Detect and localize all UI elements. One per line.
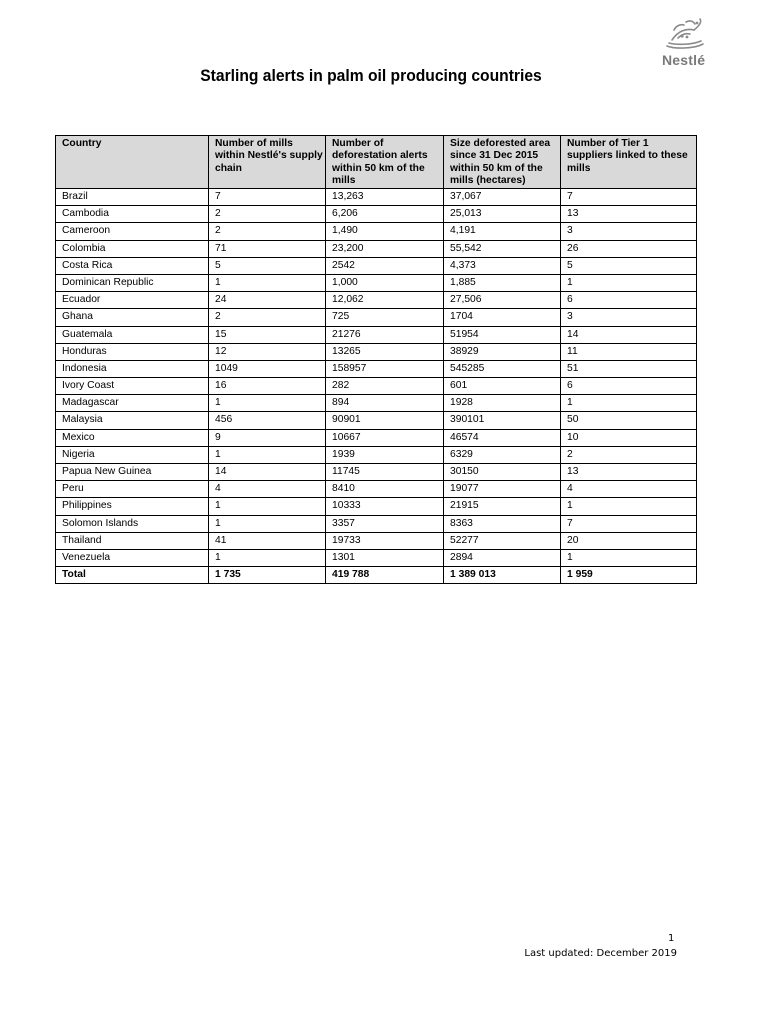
cell-suppliers: 3 (561, 223, 697, 240)
cell-country: Ivory Coast (56, 378, 209, 395)
cell-mills: 16 (209, 378, 326, 395)
cell-suppliers: 13 (561, 464, 697, 481)
table-total-row (56, 567, 697, 584)
cell-area: 51954 (444, 326, 561, 343)
cell-suppliers: 4 (561, 481, 697, 498)
cell-alerts: 12,062 (326, 292, 444, 309)
cell-country: Papua New Guinea (56, 464, 209, 481)
table-row (56, 481, 697, 498)
cell-mills: 71 (209, 240, 326, 257)
table-row (56, 189, 697, 206)
cell-area: 38929 (444, 343, 561, 360)
cell-mills: 1049 (209, 360, 326, 377)
cell-suppliers: 1 (561, 395, 697, 412)
cell-country: Solomon Islands (56, 515, 209, 532)
cell-area: 30150 (444, 464, 561, 481)
cell-country: Mexico (56, 429, 209, 446)
cell-area: 27,506 (444, 292, 561, 309)
cell-country: Brazil (56, 189, 209, 206)
cell-alerts: 3357 (326, 515, 444, 532)
cell-country: Colombia (56, 240, 209, 257)
cell-alerts: 23,200 (326, 240, 444, 257)
cell-area: 2894 (444, 549, 561, 566)
nest-birds-icon (664, 16, 706, 52)
logo-wordmark: Nestlé (662, 52, 706, 68)
cell-country: Nigeria (56, 446, 209, 463)
table-row (56, 360, 697, 377)
cell-suppliers: 10 (561, 429, 697, 446)
cell-suppliers: 51 (561, 360, 697, 377)
cell-suppliers: 14 (561, 326, 697, 343)
table-row (56, 446, 697, 463)
cell-country: Indonesia (56, 360, 209, 377)
data-table (55, 135, 697, 584)
cell-country: Dominican Republic (56, 274, 209, 291)
table-header-row (56, 136, 697, 189)
cell-area: 601 (444, 378, 561, 395)
table-row (56, 498, 697, 515)
cell-area: 52277 (444, 532, 561, 549)
cell-area: 545285 (444, 360, 561, 377)
cell-mills: 12 (209, 343, 326, 360)
table-row (56, 464, 697, 481)
cell-alerts: 10667 (326, 429, 444, 446)
cell-area: 37,067 (444, 189, 561, 206)
cell-country: Venezuela (56, 549, 209, 566)
cell-alerts: 2542 (326, 257, 444, 274)
cell-mills: 1 (209, 274, 326, 291)
cell-country: Guatemala (56, 326, 209, 343)
cell-area: 1928 (444, 395, 561, 412)
cell-suppliers: 26 (561, 240, 697, 257)
cell-alerts: 8410 (326, 481, 444, 498)
cell-alerts: 11745 (326, 464, 444, 481)
table-row (56, 206, 697, 223)
cell-country: Ghana (56, 309, 209, 326)
cell-country: Total (56, 567, 209, 584)
table-row (56, 429, 697, 446)
cell-area: 4,373 (444, 257, 561, 274)
cell-mills: 1 (209, 446, 326, 463)
cell-alerts: 90901 (326, 412, 444, 429)
table-row (56, 240, 697, 257)
cell-mills: 1 (209, 498, 326, 515)
cell-suppliers: 1 (561, 498, 697, 515)
cell-suppliers: 50 (561, 412, 697, 429)
cell-suppliers: 2 (561, 446, 697, 463)
cell-alerts: 19733 (326, 532, 444, 549)
cell-mills: 15 (209, 326, 326, 343)
cell-alerts: 725 (326, 309, 444, 326)
cell-country: Ecuador (56, 292, 209, 309)
table-row (56, 412, 697, 429)
cell-mills: 24 (209, 292, 326, 309)
table-row (56, 378, 697, 395)
table-row (56, 532, 697, 549)
cell-country: Madagascar (56, 395, 209, 412)
cell-country: Honduras (56, 343, 209, 360)
cell-mills: 7 (209, 189, 326, 206)
cell-alerts: 1939 (326, 446, 444, 463)
cell-country: Cameroon (56, 223, 209, 240)
table-row (56, 257, 697, 274)
cell-mills: 1 (209, 549, 326, 566)
header-tier1-suppliers: Number of Tier 1 suppliers linked to these mills (561, 136, 697, 189)
cell-suppliers: 6 (561, 378, 697, 395)
cell-suppliers: 1 (561, 274, 697, 291)
cell-area: 6329 (444, 446, 561, 463)
cell-suppliers: 7 (561, 189, 697, 206)
cell-suppliers: 20 (561, 532, 697, 549)
cell-suppliers: 3 (561, 309, 697, 326)
table-body (56, 189, 697, 584)
cell-alerts: 158957 (326, 360, 444, 377)
cell-mills: 5 (209, 257, 326, 274)
cell-mills: 41 (209, 532, 326, 549)
nestle-logo (658, 16, 714, 68)
table-row (56, 326, 697, 343)
cell-country: Cambodia (56, 206, 209, 223)
cell-area: 390101 (444, 412, 561, 429)
cell-alerts: 10333 (326, 498, 444, 515)
cell-area: 55,542 (444, 240, 561, 257)
cell-suppliers: 6 (561, 292, 697, 309)
table-row (56, 223, 697, 240)
cell-alerts: 419 788 (326, 567, 444, 584)
header-alerts: Number of deforestation alerts within 50 km of the mills (326, 136, 444, 189)
cell-mills: 2 (209, 309, 326, 326)
cell-suppliers: 7 (561, 515, 697, 532)
table-row (56, 343, 697, 360)
cell-alerts: 21276 (326, 326, 444, 343)
cell-alerts: 1301 (326, 549, 444, 566)
cell-alerts: 1,000 (326, 274, 444, 291)
cell-area: 4,191 (444, 223, 561, 240)
cell-mills: 14 (209, 464, 326, 481)
cell-country: Philippines (56, 498, 209, 515)
cell-area: 1 389 013 (444, 567, 561, 584)
cell-area: 25,013 (444, 206, 561, 223)
cell-area: 1,885 (444, 274, 561, 291)
cell-mills: 2 (209, 223, 326, 240)
cell-mills: 1 (209, 395, 326, 412)
cell-mills: 456 (209, 412, 326, 429)
cell-mills: 4 (209, 481, 326, 498)
cell-mills: 1 735 (209, 567, 326, 584)
cell-suppliers: 1 (561, 549, 697, 566)
table-row (56, 515, 697, 532)
cell-alerts: 6,206 (326, 206, 444, 223)
table-row (56, 309, 697, 326)
cell-country: Peru (56, 481, 209, 498)
cell-area: 8363 (444, 515, 561, 532)
cell-country: Costa Rica (56, 257, 209, 274)
table-row (56, 274, 697, 291)
cell-alerts: 13,263 (326, 189, 444, 206)
cell-suppliers: 13 (561, 206, 697, 223)
cell-area: 46574 (444, 429, 561, 446)
page-number: 1 (668, 933, 675, 944)
cell-area: 1704 (444, 309, 561, 326)
cell-suppliers: 5 (561, 257, 697, 274)
table-row (56, 395, 697, 412)
table-row (56, 549, 697, 566)
cell-country: Malaysia (56, 412, 209, 429)
cell-suppliers: 11 (561, 343, 697, 360)
header-mills: Number of mills within Nestlé's supply chain (209, 136, 326, 189)
page-title: Starling alerts in palm oil producing countries (200, 66, 542, 85)
cell-alerts: 13265 (326, 343, 444, 360)
cell-area: 21915 (444, 498, 561, 515)
cell-mills: 1 (209, 515, 326, 532)
header-country: Country (56, 136, 209, 189)
cell-suppliers: 1 959 (561, 567, 697, 584)
cell-mills: 2 (209, 206, 326, 223)
cell-area: 19077 (444, 481, 561, 498)
header-deforested-area: Size deforested area since 31 Dec 2015 within 50 km of the mills (hectares) (444, 136, 561, 189)
cell-mills: 9 (209, 429, 326, 446)
cell-alerts: 282 (326, 378, 444, 395)
cell-alerts: 894 (326, 395, 444, 412)
cell-alerts: 1,490 (326, 223, 444, 240)
last-updated: Last updated: December 2019 (524, 948, 677, 959)
cell-country: Thailand (56, 532, 209, 549)
table-row (56, 292, 697, 309)
